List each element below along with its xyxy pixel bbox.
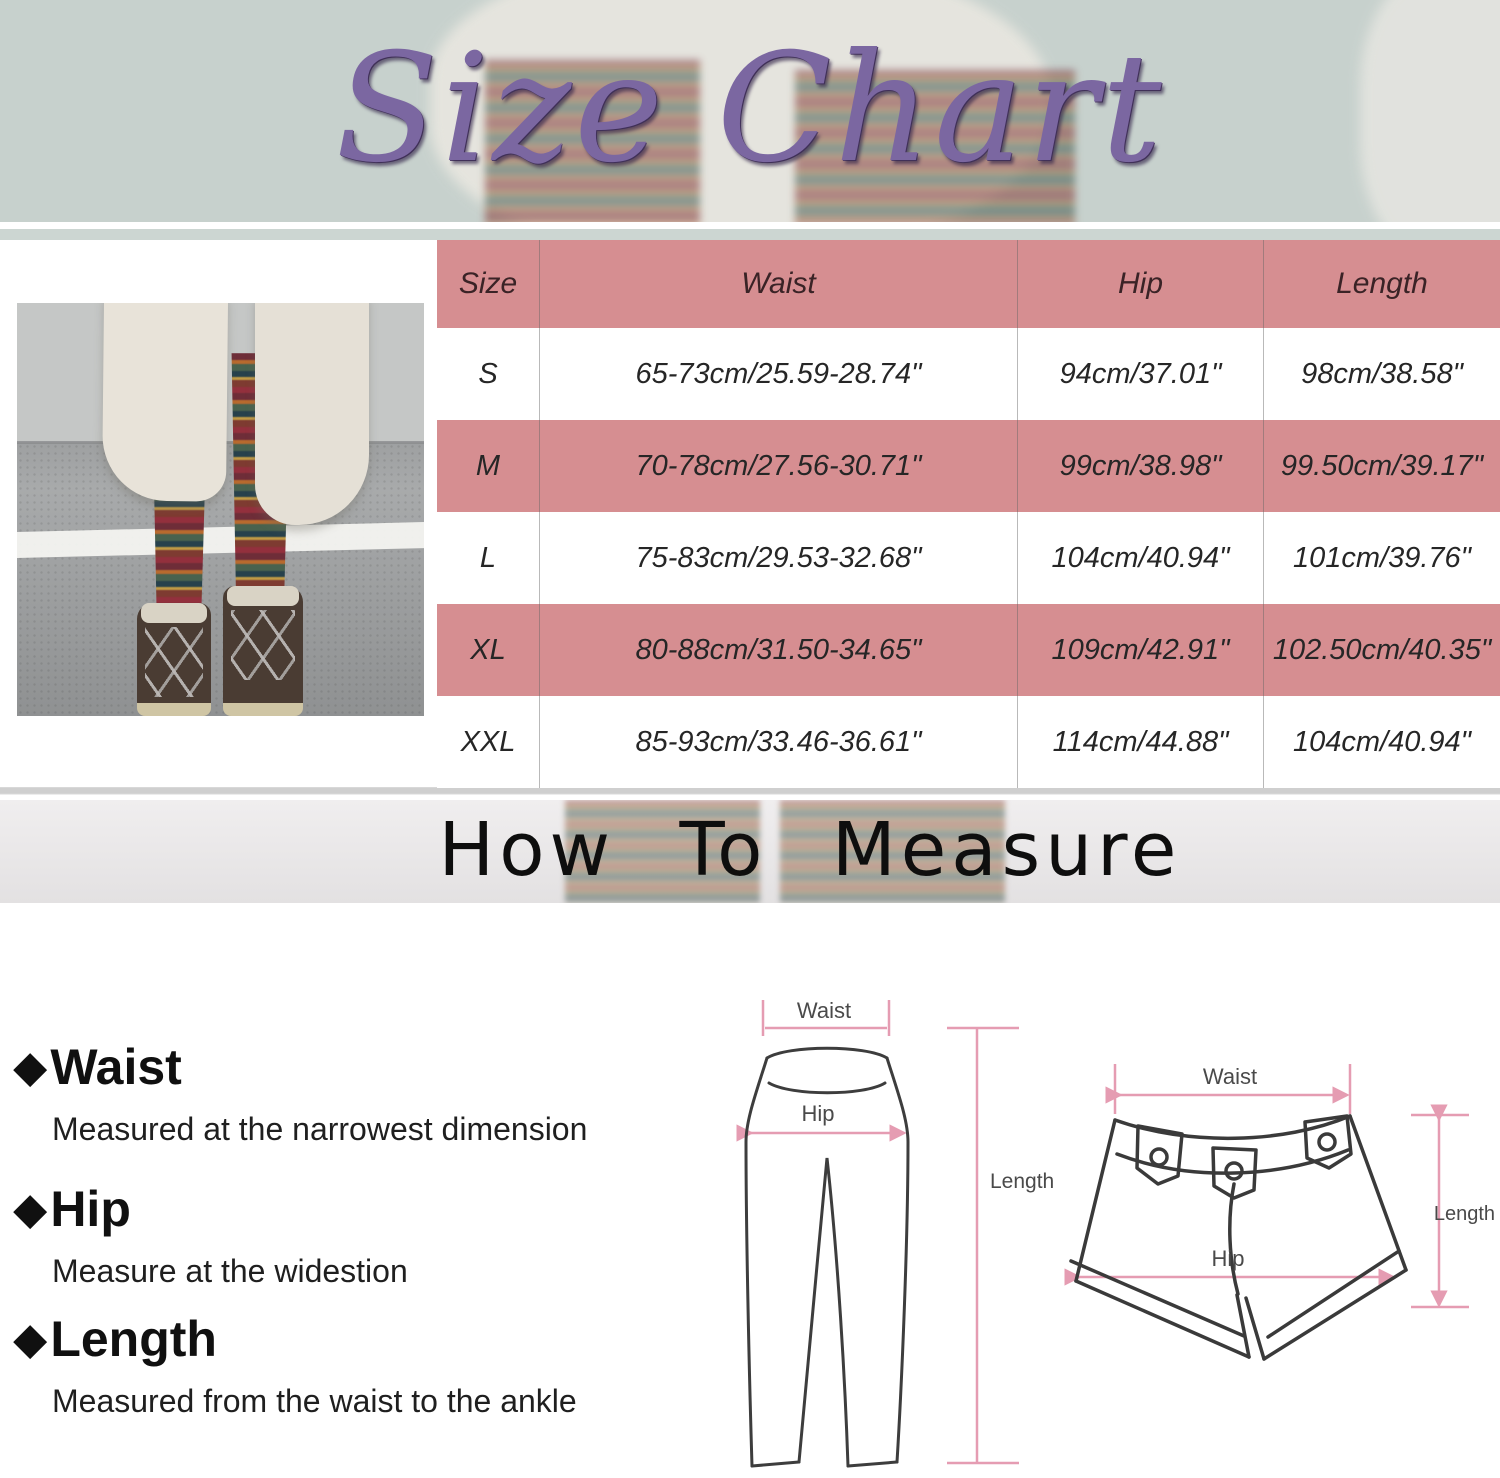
col-header-hip: Hip xyxy=(1018,240,1264,328)
cell-hip: 99cm/38.98" xyxy=(1018,420,1264,512)
how-to-measure-banner xyxy=(0,800,1500,903)
cell-waist: 65-73cm/25.59-28.74" xyxy=(540,328,1018,420)
boot-sole xyxy=(137,703,211,716)
cell-hip: 109cm/42.91" xyxy=(1018,604,1264,696)
boot-laces xyxy=(231,610,295,680)
how-to-measure-heading: How To Measure xyxy=(438,807,1182,893)
size-chart-table xyxy=(437,240,1500,788)
table-header-row xyxy=(437,240,1500,328)
boot-sole xyxy=(223,703,303,716)
pants-hip-label: Hip xyxy=(801,1101,835,1126)
cell-length: 98cm/38.58" xyxy=(1301,357,1463,390)
cell-size: M xyxy=(437,420,540,512)
measure-guide-section xyxy=(0,903,1500,1478)
product-photo-card xyxy=(0,240,437,788)
boot-fur-trim xyxy=(227,586,299,606)
cell-length: 104cm/40.94" xyxy=(1293,725,1471,758)
shorts-length-label: Length xyxy=(1433,1203,1495,1225)
def-description: Measured from the waist to the ankle xyxy=(52,1383,577,1419)
cell-waist: 75-83cm/29.53-32.68" xyxy=(540,512,1018,604)
diamond-bullet-icon: ◆ xyxy=(14,1315,47,1362)
table-row-xl xyxy=(437,604,1500,696)
def-term: Length xyxy=(50,1311,217,1367)
def-term: Hip xyxy=(50,1181,131,1237)
cell-length: 101cm/39.76" xyxy=(1293,541,1471,574)
boot-fur-trim xyxy=(141,603,207,623)
page-title: Size Chart xyxy=(335,22,1165,196)
table-row-m xyxy=(437,420,1500,512)
shorts-measure-diagram xyxy=(1058,1048,1500,1380)
cell-hip: 104cm/40.94" xyxy=(1018,512,1264,604)
cell-waist: 85-93cm/33.46-36.61" xyxy=(540,696,1018,788)
diamond-bullet-icon: ◆ xyxy=(14,1043,47,1090)
sweater-hem-right xyxy=(255,303,369,525)
table-row-s xyxy=(437,328,1500,420)
col-header-size: Size xyxy=(437,240,540,328)
table-row-xxl xyxy=(437,696,1500,788)
def-description: Measure at the widestion xyxy=(52,1253,408,1289)
cell-waist: 80-88cm/31.50-34.65" xyxy=(540,604,1018,696)
boot-right xyxy=(223,586,303,716)
shorts-waist-label: Waist xyxy=(1202,1064,1258,1089)
col-header-waist: Waist xyxy=(540,240,1018,328)
measure-def-waist xyxy=(14,1038,587,1148)
product-photo xyxy=(17,303,424,716)
cell-length: 99.50cm/39.17" xyxy=(1280,449,1484,482)
cell-hip: 114cm/44.88" xyxy=(1018,696,1264,788)
cell-size: XXL xyxy=(437,696,540,788)
section-divider xyxy=(0,788,1500,800)
def-term: Waist xyxy=(50,1039,182,1095)
divider-band xyxy=(0,229,1500,240)
cell-size: S xyxy=(437,328,540,420)
leggings-measure-diagram xyxy=(688,988,1068,1478)
col-header-length: Length xyxy=(1336,267,1428,300)
sweater-hem-left xyxy=(102,303,228,502)
shorts-hip-label: Hip xyxy=(1211,1246,1245,1271)
def-heading xyxy=(14,1310,577,1368)
measure-def-length xyxy=(14,1310,577,1420)
def-heading xyxy=(14,1180,408,1238)
cell-waist: 70-78cm/27.56-30.71" xyxy=(540,420,1018,512)
table-row-l xyxy=(437,512,1500,604)
cell-length: 102.50cm/40.35" xyxy=(1272,633,1492,666)
cell-size: XL xyxy=(437,604,540,696)
cell-size: L xyxy=(437,512,540,604)
measure-def-hip xyxy=(14,1180,408,1290)
shorts-outline xyxy=(1071,1116,1406,1359)
def-description: Measured at the narrowest dimension xyxy=(52,1111,588,1147)
def-heading xyxy=(14,1038,587,1096)
pants-length-label: Length xyxy=(990,1170,1055,1193)
header-banner xyxy=(0,0,1500,222)
divider-line xyxy=(0,222,1500,229)
boot-laces xyxy=(145,627,203,697)
diamond-bullet-icon: ◆ xyxy=(14,1185,47,1232)
cell-hip: 94cm/37.01" xyxy=(1018,328,1264,420)
pants-waist-label: Waist xyxy=(796,998,852,1023)
boot-left xyxy=(137,603,211,716)
